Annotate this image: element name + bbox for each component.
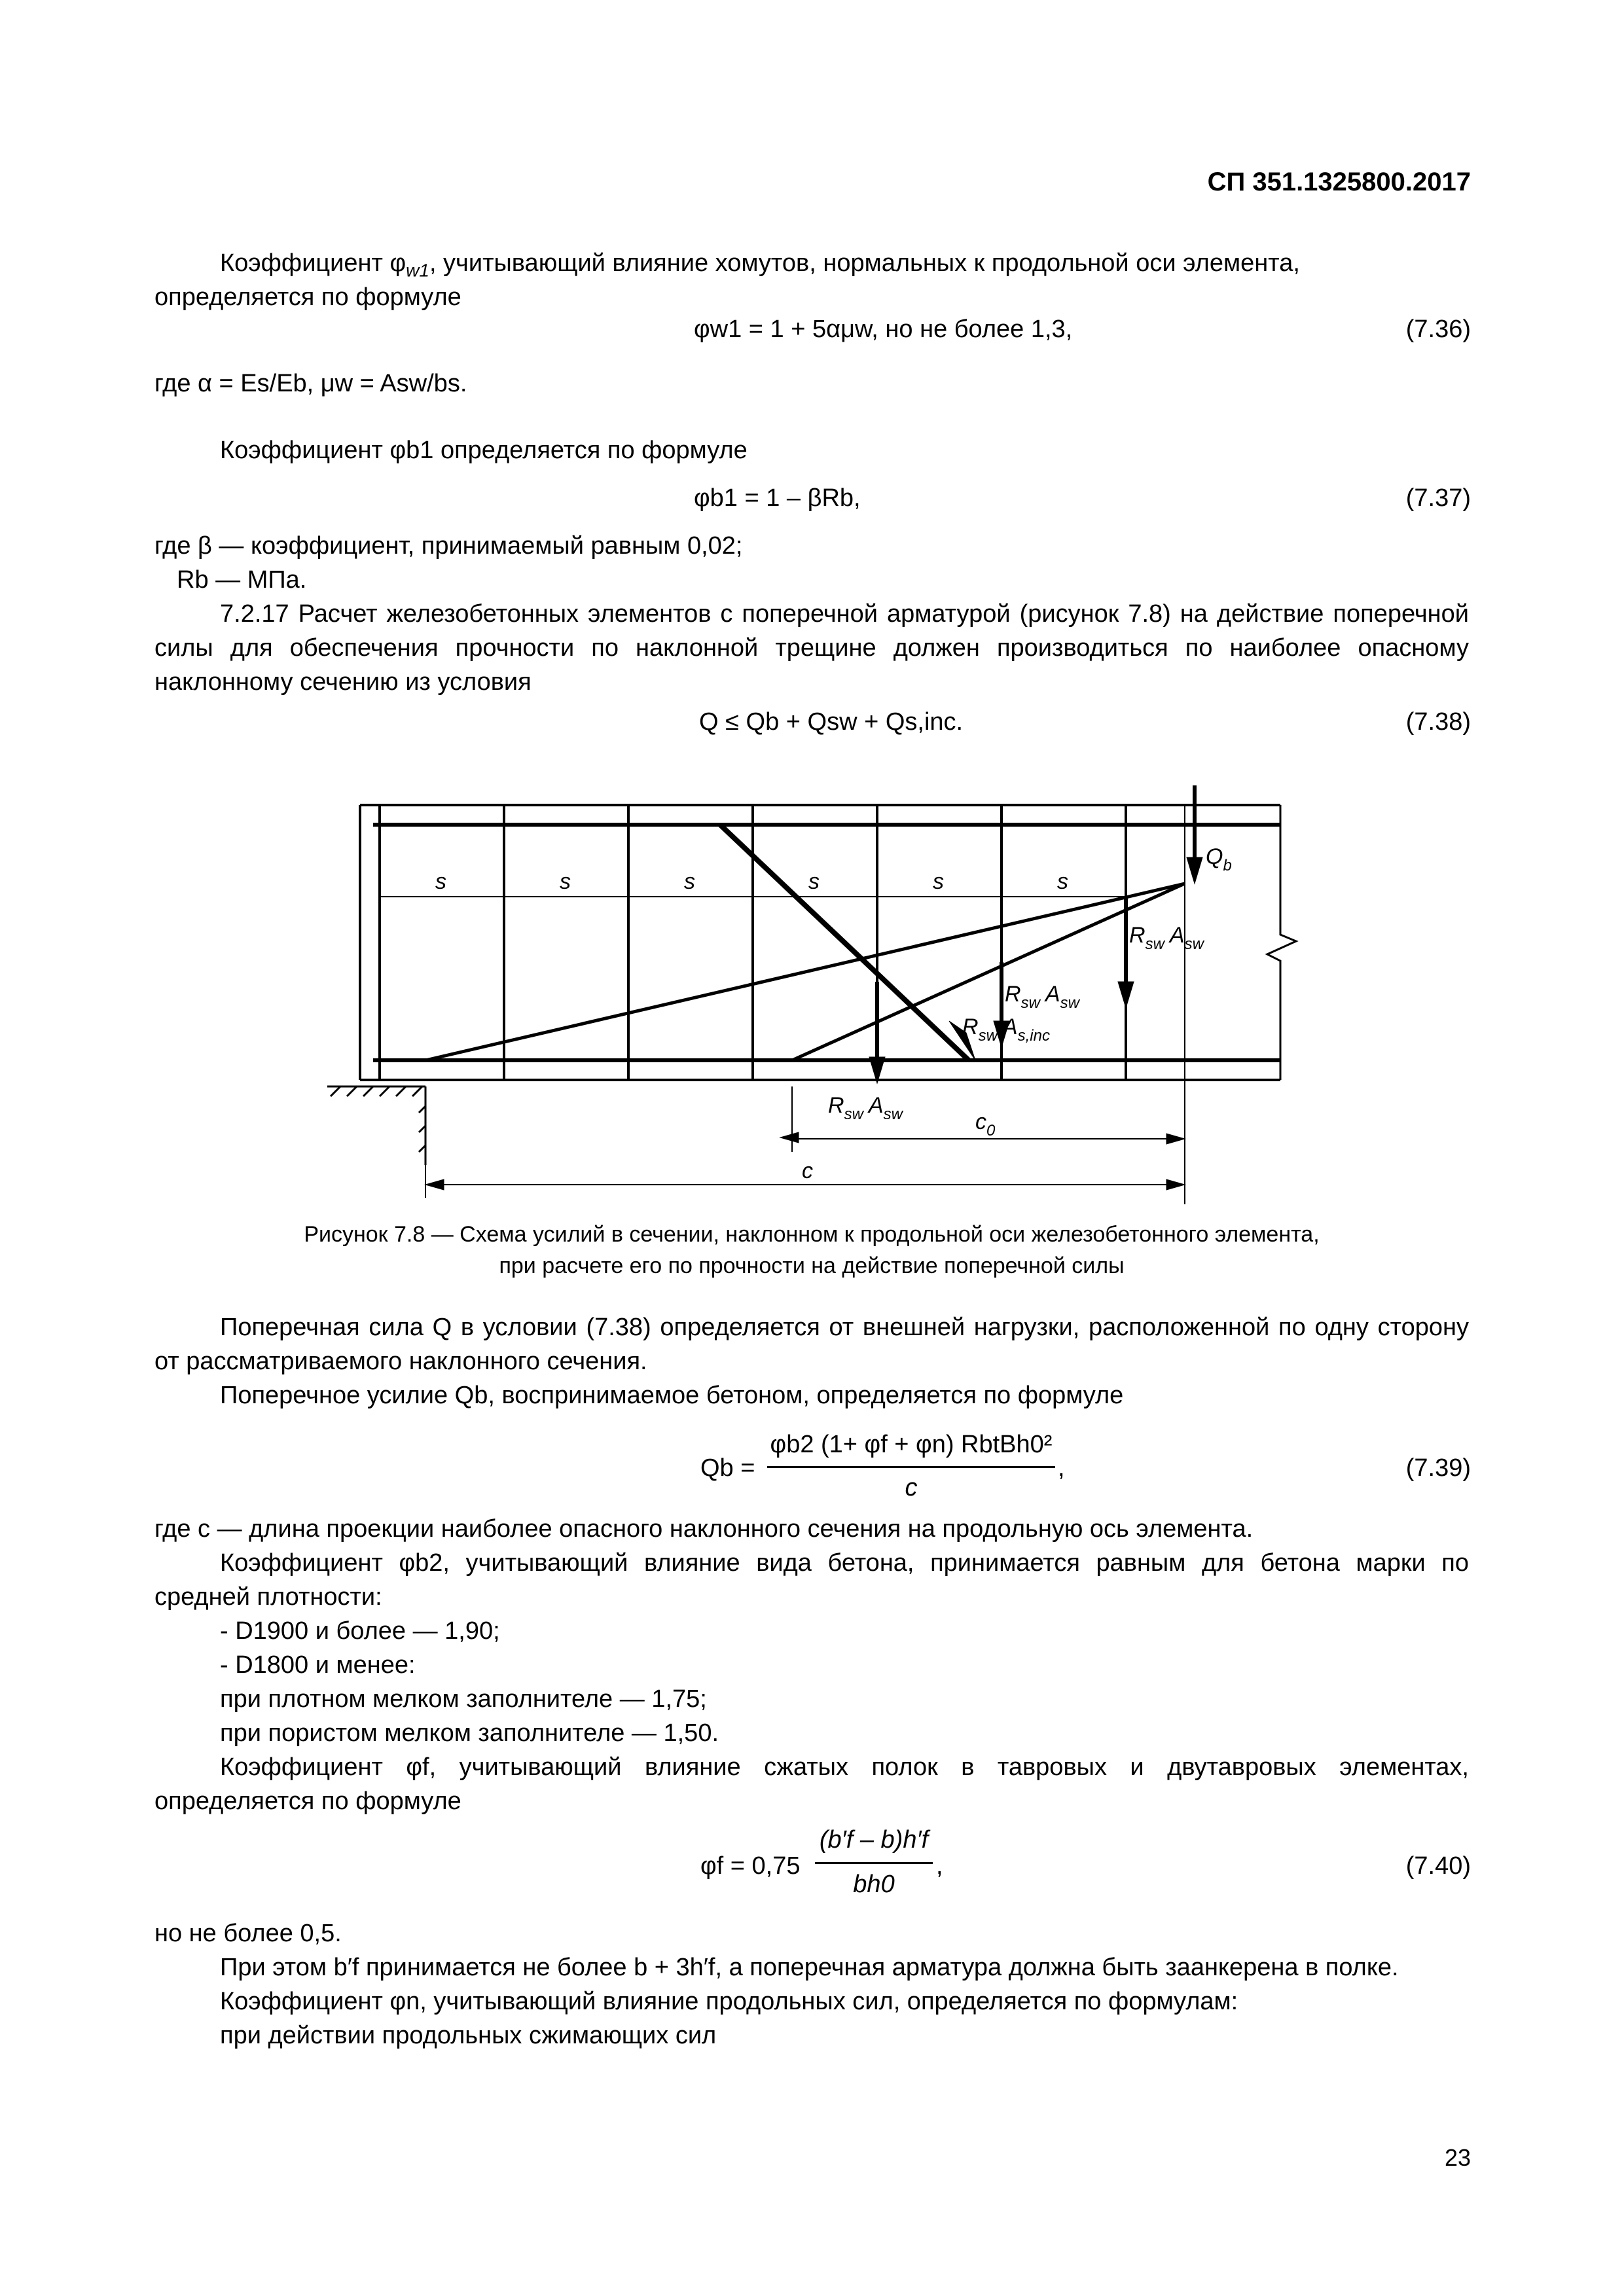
c-definition: где c — длина проекции наиболее опасного наклонного сечения на продольную ось элемента. (154, 1515, 1254, 1543)
paragraph-phi-b2: Коэффициент φb2, учитывающий влияние вида бетона, принимается равным для бетона марки по средней плотности: (154, 1549, 1469, 1611)
rsw-asw-label-2: $R_{sw}$ $A_{sw}$ (1005, 982, 1079, 1012)
where-alpha-mu: где α = Es/Eb, μw = Asw/bs. (154, 370, 467, 397)
equation-number-7-36: (7.36) (1405, 315, 1471, 343)
equation-number-7-37: (7.37) (1405, 484, 1471, 512)
list-item-dense-filler: при плотном мелком заполнителе — 1,75; (220, 1685, 707, 1713)
limit-statement: но не более 0,5. (154, 1920, 342, 1947)
equation-number-7-40: (7.40) (1405, 1852, 1471, 1880)
document-code: СП 351.1325800.2017 (1207, 168, 1471, 196)
spacing-label-3: s (684, 869, 695, 894)
qb-label: $Q_b$ (1206, 844, 1232, 874)
paragraph-phi-w1: Коэффициент $\varphi_{w1}$, учитывающий влияние хомутов, нормальных к продольной оси элемента, (220, 249, 1300, 281)
rsw-asw-label-1: $R_{sw}$ $A_{sw}$ (1129, 923, 1204, 953)
paragraph-qb-intro: Поперечное усилие Qb, воспринимаемое бетоном, определяется по формуле (220, 1382, 1124, 1409)
qb-arrowhead (1187, 857, 1202, 884)
equation-7-39-denominator: c (905, 1474, 918, 1501)
support (327, 1086, 425, 1165)
figure-caption-line-2: при расчете его по прочности на действие поперечной силы (499, 1253, 1125, 1278)
equation-7-36: φw1 = 1 + 5αμw, но не более 1,3, (694, 315, 1073, 343)
paragraph-phi-n: Коэффициент φn, учитывающий влияние продольных сил, определяется по формулам: (220, 1988, 1238, 2015)
list-item-porous-filler: при пористом мелком заполнителе — 1,50. (220, 1719, 719, 1747)
paragraph-phi-f: Коэффициент φf, учитывающий влияние сжатых полок в тавровых и двутавровых элементах, определяется по формуле (154, 1753, 1469, 1815)
equation-number-7-38: (7.38) (1405, 708, 1471, 736)
figure-7-8-diagram (314, 785, 1309, 1204)
paragraph-phi-b1: Коэффициент φb1 определяется по формуле (220, 437, 748, 464)
spacing-label-6: s (1057, 869, 1068, 894)
equation-7-40-denominator: bh0 (853, 1871, 895, 1898)
equation-number-7-39: (7.39) (1405, 1454, 1471, 1482)
spacing-label-2: s (560, 869, 571, 894)
paragraph-compressive: при действии продольных сжимающих сил (220, 2022, 717, 2049)
rsw-as-inc-label: $R_{sw}$ $A_{s,inc}$ (962, 1014, 1050, 1045)
paragraph-phi-w1-line2: определяется по формуле (154, 283, 461, 311)
equation-7-40-comma: , (936, 1852, 943, 1880)
equation-7-39-fraction-bar (767, 1466, 1055, 1468)
figure-caption-line-1: Рисунок 7.8 — Схема усилий в сечении, наклонном к продольной оси железобетонного элемента, (304, 1222, 1320, 1247)
equation-7-39-lhs: Qb = (700, 1454, 755, 1482)
equation-7-37: φb1 = 1 – βRb, (694, 484, 861, 512)
spacing-label-5: s (933, 869, 944, 894)
spacing-label-1: s (435, 869, 446, 894)
beta-definition: где β — коэффициент, принимаемый равным 0,02; (154, 532, 743, 560)
c0-label: $c_0$ (975, 1109, 996, 1139)
rb-definition: Rb — МПа. (177, 566, 307, 594)
list-item-d1900: - D1900 и более — 1,90; (220, 1617, 500, 1645)
paragraph-q-definition: Поперечная сила Q в условии (7.38) определяется от внешней нагрузки, расположенной по одну сторону от рассматриваемого наклонного сечения. (154, 1314, 1469, 1375)
paragraph-bf-limit: При этом b′f принимается не более b + 3h′f, а поперечная арматура должна быть заанкерена в полке. (220, 1954, 1399, 1981)
equation-7-40-numerator: (b′f – b)h′f (819, 1826, 929, 1854)
page-number: 23 (1444, 2144, 1471, 2171)
paragraph-7-2-17: 7.2.17 Расчет железобетонных элементов с поперечной арматурой (рисунок 7.8) на действие поперечной силы для обеспечения прочности по наклонной трещине должен производиться по наиболее опасному наклонному сечению из условия (154, 600, 1469, 696)
equation-7-39-comma: , (1058, 1454, 1065, 1482)
equation-7-40-lhs: φf = 0,75 (700, 1852, 801, 1880)
rsw-arrowhead-1 (1118, 982, 1134, 1008)
break-line (1267, 805, 1296, 1080)
list-item-d1800: - D1800 и менее: (220, 1651, 416, 1679)
equation-7-38: Q ≤ Qb + Qsw + Qs,inc. (699, 708, 964, 736)
equation-7-40-fraction-bar (815, 1862, 933, 1864)
inclined-section-c (425, 884, 1185, 1060)
equation-7-39-numerator: φb2 (1+ φf + φn) RbtBh0² (770, 1431, 1053, 1458)
spacing-label-4: s (808, 869, 820, 894)
c-label: c (802, 1158, 813, 1183)
rsw-asw-label-3: $R_{sw}$ $A_{sw}$ (828, 1093, 903, 1123)
